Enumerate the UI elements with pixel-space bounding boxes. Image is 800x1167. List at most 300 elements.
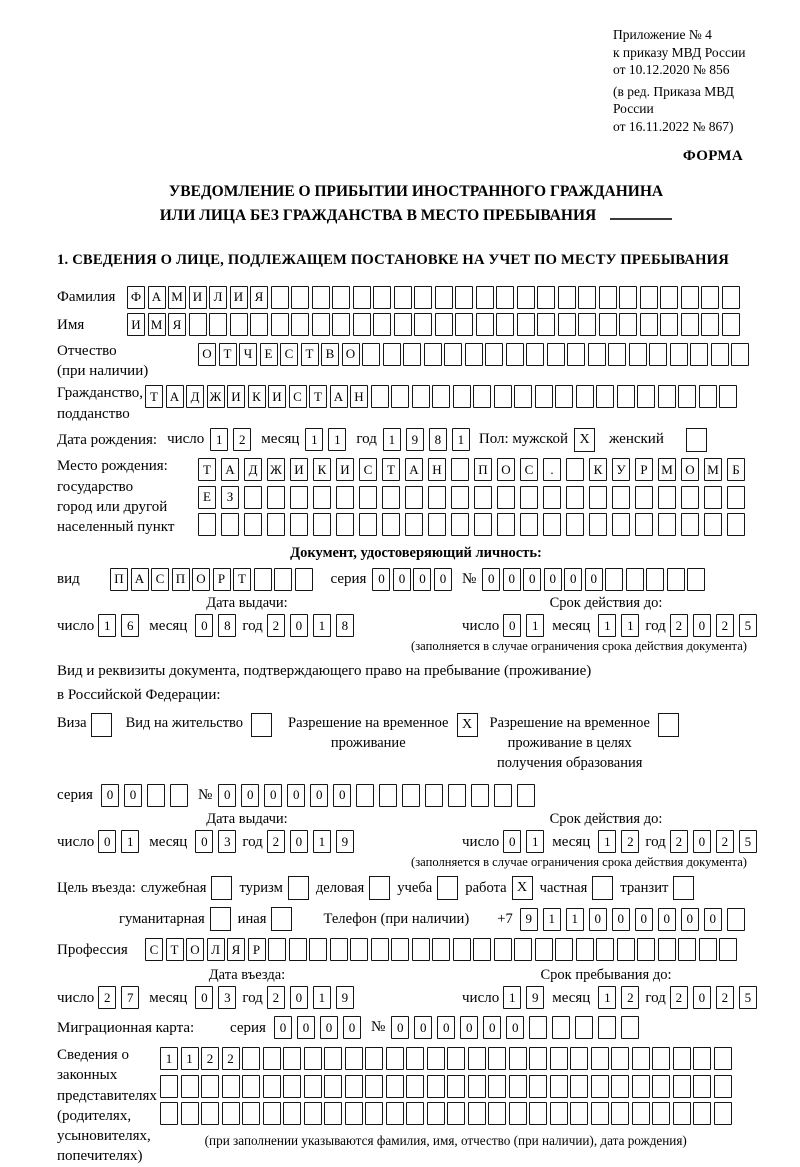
char-box[interactable]: А <box>330 385 348 408</box>
char-box[interactable]: К <box>248 385 266 408</box>
char-box[interactable] <box>427 1102 445 1125</box>
char-box[interactable] <box>350 938 368 961</box>
char-box[interactable] <box>621 1016 639 1039</box>
char-box[interactable] <box>405 486 423 509</box>
char-box[interactable] <box>250 313 268 336</box>
char-box[interactable]: П <box>172 568 190 591</box>
char-box[interactable]: 0 <box>297 1016 315 1039</box>
char-box[interactable] <box>359 513 377 536</box>
char-box[interactable]: С <box>145 938 163 961</box>
char-box[interactable]: 0 <box>372 568 390 591</box>
char-box[interactable] <box>181 1075 199 1098</box>
char-box[interactable] <box>520 513 538 536</box>
char-box[interactable] <box>667 568 685 591</box>
char-box[interactable]: Л <box>209 286 227 309</box>
char-box[interactable] <box>589 486 607 509</box>
char-box[interactable]: 5 <box>739 986 757 1009</box>
char-box[interactable] <box>394 286 412 309</box>
char-box[interactable] <box>444 343 462 366</box>
char-box[interactable]: 0 <box>264 784 282 807</box>
char-box[interactable] <box>619 286 637 309</box>
char-box[interactable] <box>660 313 678 336</box>
char-box[interactable] <box>678 938 696 961</box>
char-box[interactable] <box>476 313 494 336</box>
char-box[interactable]: 0 <box>434 568 452 591</box>
purpose-private-checkbox[interactable] <box>592 876 613 900</box>
char-box[interactable] <box>591 1075 609 1098</box>
char-box[interactable]: 2 <box>267 830 285 853</box>
char-box[interactable] <box>468 1047 486 1070</box>
char-box[interactable] <box>543 486 561 509</box>
char-box[interactable] <box>304 1047 322 1070</box>
char-box[interactable] <box>535 385 553 408</box>
char-box[interactable] <box>383 343 401 366</box>
char-box[interactable] <box>465 343 483 366</box>
char-box[interactable] <box>640 313 658 336</box>
char-box[interactable] <box>290 486 308 509</box>
char-box[interactable] <box>290 513 308 536</box>
char-box[interactable] <box>722 286 740 309</box>
char-box[interactable] <box>529 1075 547 1098</box>
char-box[interactable]: 2 <box>621 830 639 853</box>
char-box[interactable] <box>170 784 188 807</box>
char-box[interactable]: И <box>268 385 286 408</box>
char-box[interactable]: 0 <box>585 568 603 591</box>
char-box[interactable] <box>496 313 514 336</box>
char-box[interactable] <box>427 1047 445 1070</box>
char-box[interactable]: 0 <box>195 830 213 853</box>
char-box[interactable] <box>221 513 239 536</box>
char-box[interactable] <box>402 784 420 807</box>
char-box[interactable] <box>353 313 371 336</box>
char-box[interactable] <box>313 513 331 536</box>
char-box[interactable]: 9 <box>336 830 354 853</box>
char-box[interactable] <box>681 486 699 509</box>
char-box[interactable] <box>488 1102 506 1125</box>
char-box[interactable] <box>673 1075 691 1098</box>
char-box[interactable] <box>514 938 532 961</box>
char-box[interactable] <box>455 313 473 336</box>
char-box[interactable] <box>589 513 607 536</box>
char-box[interactable] <box>494 938 512 961</box>
char-box[interactable] <box>160 1102 178 1125</box>
char-box[interactable] <box>160 1075 178 1098</box>
char-box[interactable] <box>693 1075 711 1098</box>
char-box[interactable] <box>646 568 664 591</box>
char-box[interactable]: 0 <box>482 568 500 591</box>
char-box[interactable] <box>517 313 535 336</box>
char-box[interactable]: Т <box>145 385 163 408</box>
char-box[interactable]: 2 <box>716 614 734 637</box>
char-box[interactable]: Т <box>233 568 251 591</box>
char-box[interactable] <box>336 486 354 509</box>
char-box[interactable] <box>468 1075 486 1098</box>
char-box[interactable] <box>254 568 272 591</box>
char-box[interactable] <box>313 486 331 509</box>
char-box[interactable] <box>447 1102 465 1125</box>
char-box[interactable] <box>529 1016 547 1039</box>
char-box[interactable]: Ф <box>127 286 145 309</box>
char-box[interactable]: 9 <box>336 986 354 1009</box>
char-box[interactable]: 0 <box>195 614 213 637</box>
char-box[interactable] <box>509 1075 527 1098</box>
char-box[interactable]: 2 <box>621 986 639 1009</box>
char-box[interactable] <box>222 1075 240 1098</box>
char-box[interactable] <box>722 313 740 336</box>
purpose-official-checkbox[interactable] <box>211 876 232 900</box>
char-box[interactable]: 0 <box>124 784 142 807</box>
char-box[interactable] <box>727 513 745 536</box>
char-box[interactable]: 1 <box>160 1047 178 1070</box>
char-box[interactable] <box>382 486 400 509</box>
char-box[interactable]: 8 <box>218 614 236 637</box>
char-box[interactable] <box>244 486 262 509</box>
char-box[interactable]: Ч <box>239 343 257 366</box>
char-box[interactable]: Я <box>227 938 245 961</box>
char-box[interactable] <box>244 513 262 536</box>
char-box[interactable] <box>201 1075 219 1098</box>
char-box[interactable] <box>599 313 617 336</box>
char-box[interactable]: 0 <box>503 568 521 591</box>
char-box[interactable]: 0 <box>704 908 722 931</box>
char-box[interactable] <box>619 313 637 336</box>
char-box[interactable] <box>660 286 678 309</box>
char-box[interactable] <box>336 513 354 536</box>
char-box[interactable] <box>588 343 606 366</box>
char-box[interactable]: 0 <box>101 784 119 807</box>
char-box[interactable] <box>550 1075 568 1098</box>
char-box[interactable]: Я <box>168 313 186 336</box>
char-box[interactable]: 1 <box>621 614 639 637</box>
char-box[interactable]: 0 <box>287 784 305 807</box>
char-box[interactable]: 1 <box>526 830 544 853</box>
char-box[interactable] <box>514 385 532 408</box>
char-box[interactable]: М <box>704 458 722 481</box>
char-box[interactable]: 2 <box>201 1047 219 1070</box>
char-box[interactable]: О <box>497 458 515 481</box>
char-box[interactable] <box>496 286 514 309</box>
char-box[interactable] <box>576 938 594 961</box>
char-box[interactable] <box>473 385 491 408</box>
char-box[interactable] <box>517 784 535 807</box>
char-box[interactable]: 0 <box>693 830 711 853</box>
char-box[interactable] <box>488 1047 506 1070</box>
char-box[interactable] <box>382 513 400 536</box>
char-box[interactable]: О <box>198 343 216 366</box>
char-box[interactable] <box>405 513 423 536</box>
char-box[interactable] <box>474 513 492 536</box>
char-box[interactable] <box>271 286 289 309</box>
char-box[interactable]: Ж <box>207 385 225 408</box>
char-box[interactable] <box>295 568 313 591</box>
char-box[interactable] <box>412 938 430 961</box>
char-box[interactable] <box>406 1102 424 1125</box>
char-box[interactable] <box>731 343 749 366</box>
char-box[interactable] <box>379 784 397 807</box>
char-box[interactable]: 0 <box>98 830 116 853</box>
char-box[interactable]: 0 <box>343 1016 361 1039</box>
char-box[interactable]: 5 <box>739 614 757 637</box>
char-box[interactable]: 0 <box>414 1016 432 1039</box>
char-box[interactable]: А <box>405 458 423 481</box>
char-box[interactable]: 0 <box>564 568 582 591</box>
char-box[interactable] <box>455 286 473 309</box>
char-box[interactable] <box>324 1047 342 1070</box>
char-box[interactable] <box>611 1075 629 1098</box>
char-box[interactable]: 1 <box>98 614 116 637</box>
char-box[interactable] <box>570 1047 588 1070</box>
char-box[interactable] <box>701 313 719 336</box>
char-box[interactable]: Т <box>301 343 319 366</box>
char-box[interactable] <box>506 343 524 366</box>
char-box[interactable] <box>537 313 555 336</box>
char-box[interactable] <box>608 343 626 366</box>
char-box[interactable] <box>386 1075 404 1098</box>
char-box[interactable] <box>451 513 469 536</box>
char-box[interactable]: 2 <box>267 986 285 1009</box>
char-box[interactable] <box>283 1102 301 1125</box>
char-box[interactable] <box>274 568 292 591</box>
char-box[interactable]: 7 <box>121 986 139 1009</box>
char-box[interactable]: 0 <box>612 908 630 931</box>
char-box[interactable]: Т <box>382 458 400 481</box>
char-box[interactable] <box>591 1102 609 1125</box>
char-box[interactable]: 0 <box>693 986 711 1009</box>
char-box[interactable]: Е <box>198 486 216 509</box>
sex-female-checkbox[interactable] <box>686 428 707 452</box>
char-box[interactable] <box>425 784 443 807</box>
char-box[interactable] <box>670 343 688 366</box>
char-box[interactable]: С <box>289 385 307 408</box>
char-box[interactable] <box>711 343 729 366</box>
char-box[interactable]: Н <box>428 458 446 481</box>
char-box[interactable] <box>637 938 655 961</box>
char-box[interactable]: Т <box>166 938 184 961</box>
char-box[interactable]: 0 <box>218 784 236 807</box>
char-box[interactable]: В <box>321 343 339 366</box>
char-box[interactable] <box>652 1102 670 1125</box>
char-box[interactable]: И <box>290 458 308 481</box>
char-box[interactable] <box>509 1047 527 1070</box>
char-box[interactable]: 1 <box>328 428 346 451</box>
char-box[interactable]: О <box>192 568 210 591</box>
char-box[interactable]: Я <box>250 286 268 309</box>
char-box[interactable] <box>386 1102 404 1125</box>
char-box[interactable]: О <box>342 343 360 366</box>
char-box[interactable] <box>714 1047 732 1070</box>
char-box[interactable] <box>435 286 453 309</box>
char-box[interactable]: Б <box>727 458 745 481</box>
char-box[interactable]: Р <box>248 938 266 961</box>
char-box[interactable]: 1 <box>452 428 470 451</box>
char-box[interactable]: А <box>221 458 239 481</box>
char-box[interactable]: 2 <box>716 830 734 853</box>
char-box[interactable]: 1 <box>210 428 228 451</box>
char-box[interactable] <box>658 513 676 536</box>
char-box[interactable]: З <box>221 486 239 509</box>
purpose-study-checkbox[interactable] <box>437 876 458 900</box>
char-box[interactable] <box>543 513 561 536</box>
char-box[interactable] <box>345 1075 363 1098</box>
char-box[interactable] <box>517 286 535 309</box>
char-box[interactable]: 2 <box>222 1047 240 1070</box>
char-box[interactable] <box>578 286 596 309</box>
char-box[interactable] <box>332 286 350 309</box>
char-box[interactable] <box>312 286 330 309</box>
char-box[interactable] <box>386 1047 404 1070</box>
char-box[interactable]: 0 <box>290 986 308 1009</box>
char-box[interactable]: Т <box>219 343 237 366</box>
char-box[interactable] <box>447 1075 465 1098</box>
char-box[interactable] <box>714 1102 732 1125</box>
char-box[interactable] <box>658 486 676 509</box>
char-box[interactable] <box>242 1075 260 1098</box>
char-box[interactable] <box>693 1047 711 1070</box>
char-box[interactable]: 1 <box>526 614 544 637</box>
char-box[interactable] <box>626 568 644 591</box>
char-box[interactable] <box>575 1016 593 1039</box>
purpose-other-checkbox[interactable] <box>271 907 292 931</box>
char-box[interactable] <box>424 343 442 366</box>
char-box[interactable] <box>719 385 737 408</box>
char-box[interactable] <box>324 1102 342 1125</box>
char-box[interactable] <box>362 343 380 366</box>
char-box[interactable] <box>414 313 432 336</box>
char-box[interactable]: И <box>127 313 145 336</box>
char-box[interactable] <box>403 343 421 366</box>
char-box[interactable]: Ж <box>267 458 285 481</box>
char-box[interactable] <box>566 486 584 509</box>
char-box[interactable]: 0 <box>503 614 521 637</box>
char-box[interactable]: Д <box>186 385 204 408</box>
char-box[interactable] <box>596 385 614 408</box>
char-box[interactable] <box>640 286 658 309</box>
char-box[interactable]: Е <box>260 343 278 366</box>
char-box[interactable]: А <box>166 385 184 408</box>
char-box[interactable]: И <box>336 458 354 481</box>
char-box[interactable]: 3 <box>218 830 236 853</box>
char-box[interactable]: 0 <box>589 908 607 931</box>
char-box[interactable] <box>566 458 584 481</box>
char-box[interactable] <box>497 513 515 536</box>
char-box[interactable] <box>263 1075 281 1098</box>
char-box[interactable] <box>309 938 327 961</box>
char-box[interactable] <box>509 1102 527 1125</box>
char-box[interactable]: О <box>681 458 699 481</box>
purpose-tourism-checkbox[interactable] <box>288 876 309 900</box>
char-box[interactable]: К <box>589 458 607 481</box>
char-box[interactable]: С <box>151 568 169 591</box>
char-box[interactable] <box>535 938 553 961</box>
char-box[interactable]: М <box>148 313 166 336</box>
char-box[interactable] <box>673 1102 691 1125</box>
char-box[interactable]: Р <box>635 458 653 481</box>
char-box[interactable] <box>681 286 699 309</box>
char-box[interactable]: 0 <box>310 784 328 807</box>
char-box[interactable] <box>529 1102 547 1125</box>
char-box[interactable] <box>453 938 471 961</box>
char-box[interactable]: И <box>227 385 245 408</box>
char-box[interactable]: 0 <box>290 830 308 853</box>
char-box[interactable] <box>727 486 745 509</box>
char-box[interactable]: 8 <box>429 428 447 451</box>
char-box[interactable] <box>617 938 635 961</box>
char-box[interactable]: А <box>148 286 166 309</box>
char-box[interactable]: 1 <box>598 830 616 853</box>
char-box[interactable]: 1 <box>566 908 584 931</box>
char-box[interactable] <box>181 1102 199 1125</box>
char-box[interactable]: 0 <box>635 908 653 931</box>
char-box[interactable] <box>673 1047 691 1070</box>
temp-residence-checkbox[interactable]: X <box>457 713 478 737</box>
char-box[interactable] <box>365 1075 383 1098</box>
char-box[interactable] <box>637 385 655 408</box>
char-box[interactable]: И <box>230 286 248 309</box>
char-box[interactable]: 0 <box>437 1016 455 1039</box>
purpose-humanitarian-checkbox[interactable] <box>210 907 231 931</box>
char-box[interactable]: 2 <box>233 428 251 451</box>
char-box[interactable] <box>242 1102 260 1125</box>
char-box[interactable]: 2 <box>716 986 734 1009</box>
char-box[interactable]: 9 <box>520 908 538 931</box>
char-box[interactable] <box>555 385 573 408</box>
char-box[interactable]: 0 <box>523 568 541 591</box>
char-box[interactable]: М <box>168 286 186 309</box>
char-box[interactable] <box>209 313 227 336</box>
char-box[interactable] <box>719 938 737 961</box>
char-box[interactable] <box>291 313 309 336</box>
char-box[interactable] <box>649 343 667 366</box>
char-box[interactable] <box>635 513 653 536</box>
char-box[interactable]: 1 <box>543 908 561 931</box>
char-box[interactable] <box>432 385 450 408</box>
char-box[interactable] <box>598 1016 616 1039</box>
char-box[interactable]: 0 <box>483 1016 501 1039</box>
char-box[interactable] <box>428 486 446 509</box>
char-box[interactable] <box>629 343 647 366</box>
char-box[interactable] <box>371 385 389 408</box>
char-box[interactable] <box>658 938 676 961</box>
char-box[interactable] <box>473 938 491 961</box>
char-box[interactable] <box>605 568 623 591</box>
char-box[interactable] <box>552 1016 570 1039</box>
char-box[interactable] <box>599 286 617 309</box>
purpose-business-checkbox[interactable] <box>369 876 390 900</box>
char-box[interactable] <box>201 1102 219 1125</box>
char-box[interactable] <box>324 1075 342 1098</box>
char-box[interactable]: 1 <box>598 986 616 1009</box>
char-box[interactable] <box>567 343 585 366</box>
char-box[interactable] <box>699 385 717 408</box>
char-box[interactable] <box>704 513 722 536</box>
char-box[interactable] <box>632 1102 650 1125</box>
char-box[interactable] <box>704 486 722 509</box>
char-box[interactable] <box>147 784 165 807</box>
char-box[interactable]: Н <box>350 385 368 408</box>
char-box[interactable] <box>312 313 330 336</box>
char-box[interactable] <box>678 385 696 408</box>
char-box[interactable] <box>373 313 391 336</box>
char-box[interactable]: 0 <box>274 1016 292 1039</box>
char-box[interactable] <box>591 1047 609 1070</box>
char-box[interactable]: 9 <box>526 986 544 1009</box>
char-box[interactable]: С <box>520 458 538 481</box>
char-box[interactable] <box>494 385 512 408</box>
purpose-work-checkbox[interactable]: X <box>512 876 533 900</box>
char-box[interactable]: Р <box>213 568 231 591</box>
char-box[interactable] <box>690 343 708 366</box>
char-box[interactable] <box>428 513 446 536</box>
